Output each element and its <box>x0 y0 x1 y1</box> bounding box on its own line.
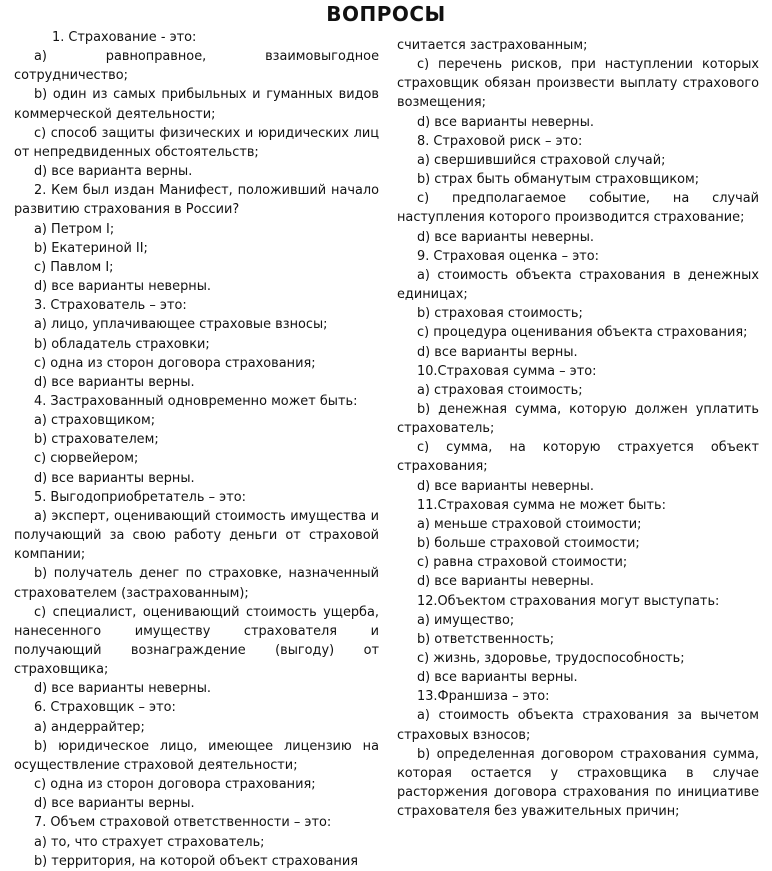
continued-text: считается застрахованным; <box>397 38 588 53</box>
question-line: 12.Объектом страхования могут выступать: <box>417 593 720 609</box>
question-line: 10.Страховая сумма – это: <box>417 363 597 379</box>
question-line: d) все варианты верны. <box>417 344 578 360</box>
question-line: 6. Страховщик – это: <box>34 700 176 716</box>
question-line: а) стоимость объекта страхования в денежных единицах; <box>397 267 759 303</box>
question-line: d) все варианты верны. <box>34 470 195 486</box>
question-line: d) все варианты верны. <box>34 374 195 390</box>
question-line: b) обладатель страховки; <box>34 336 210 352</box>
right-column <box>397 36 759 821</box>
question-line: а) равноправное, взаимовыгодное сотрудничество; <box>14 49 379 84</box>
question-line: а) лицо, уплачивающее страховые взносы; <box>34 317 328 333</box>
question-line: d) все варианта верны. <box>34 164 193 180</box>
question-line: а) стоимость объекта страхования за вычетом страховых взносов; <box>397 708 759 743</box>
question-line: с) специалист, оценивающий стоимость ущерба, нанесенного имуществу страхователя и получающий вознаграждение (выгоду) от страховщика; <box>14 604 379 678</box>
question-line: с) Павлом I; <box>34 259 114 275</box>
question-line: а) свершившийся страховой случай; <box>417 152 666 168</box>
question-line: с) сумма, на которую страхуется объект страхования; <box>397 440 759 475</box>
question-line: с) жизнь, здоровье, трудоспособность; <box>417 651 685 666</box>
question-line: 1. Страхование - это: <box>52 30 197 45</box>
question-line: с) одна из сторон договора страхования; <box>34 777 316 793</box>
question-line: b) территория, на которой объект страхования <box>34 853 358 869</box>
question-line: а) то, что страхует страхователь; <box>34 834 265 850</box>
question-line: с) предполагаемое событие, на случай наступления которого производится страхование; <box>397 191 759 226</box>
question-line: а) меньше страховой стоимости; <box>417 516 642 532</box>
question-line: а) страховая стоимость; <box>417 382 583 398</box>
question-line: b) ответственность; <box>417 631 555 647</box>
question-line: 3. Страхователь – это: <box>34 298 187 314</box>
question-line: а) Петром I; <box>34 221 115 237</box>
question-line: 11.Страховая сумма не может быть: <box>417 497 666 513</box>
question-line: а) имущество; <box>417 612 515 628</box>
question-line: с) перечень рисков, при наступлении которых страховщик обязан произвести выплату страхового возмещения; <box>397 57 759 111</box>
question-line: с) процедура оценивания объекта страхования; <box>417 325 748 341</box>
question-line: b) один из самых прибыльных и гуманных видов коммерческой деятельности; <box>14 87 379 122</box>
question-line: b) юридическое лицо, имеющее лицензию на осуществление страховой деятельности; <box>14 738 379 773</box>
question-line: d) все варианты неверны. <box>34 279 211 295</box>
question-line: b) страхователем; <box>34 432 159 448</box>
question-line: с) одна из сторон договора страхования; <box>34 355 316 371</box>
left-column <box>14 28 379 871</box>
question-line: с) способ защиты физических и юридических лиц от непредвиденных обстоятельств; <box>14 125 379 160</box>
question-line: d) все варианты неверны. <box>417 229 594 245</box>
question-line: b) получатель денег по страховке, назначенный страхователем (застрахованным); <box>14 566 379 601</box>
question-line: с) равна страховой стоимости; <box>417 555 628 571</box>
question-line: b) денежная сумма, которую должен уплатить страхователь; <box>397 401 759 437</box>
question-line: b) Екатериной II; <box>34 240 148 256</box>
question-line: d) все варианты верны. <box>34 796 195 812</box>
question-line: а) эксперт, оценивающий стоимость имущества и получающий за свою работу деньги от страховой компании; <box>14 508 379 563</box>
question-line: d) все варианты неверны. <box>417 478 594 494</box>
question-line: 2. Кем был издан Манифест, положивший начало развитию страхования в России? <box>14 183 379 218</box>
question-line: 8. Страховой риск – это: <box>417 133 583 149</box>
question-line: d) все варианты неверны. <box>417 114 594 130</box>
question-line: d) все варианты неверны. <box>34 681 211 697</box>
question-line: а) андеррайтер; <box>34 719 145 735</box>
question-line: b) страх быть обманутым страховщиком; <box>417 172 700 188</box>
page-title: ВОПРОСЫ <box>326 2 446 26</box>
question-line: b) определенная договором страхования сумма, которая остается у страховщика в случае расторжения договора страхования по инициативе страхователя без уважительных причин; <box>397 746 759 820</box>
question-line: b) больше страховой стоимости; <box>417 536 640 552</box>
question-line: а) страховщиком; <box>34 413 156 429</box>
question-line: 13.Франшиза – это: <box>417 689 550 705</box>
question-line: 5. Выгодоприобретатель – это: <box>34 489 246 505</box>
question-line: d) все варианты верны. <box>417 670 578 686</box>
question-line: 4. Застрахованный одновременно может быть: <box>34 393 358 409</box>
question-line: 9. Страховая оценка – это: <box>417 248 600 264</box>
question-line: 7. Объем страховой ответственности – это: <box>34 815 332 831</box>
question-line: с) сюрвейером; <box>34 451 139 467</box>
question-line: b) страховая стоимость; <box>417 306 583 322</box>
question-line: d) все варианты неверны. <box>417 574 594 590</box>
